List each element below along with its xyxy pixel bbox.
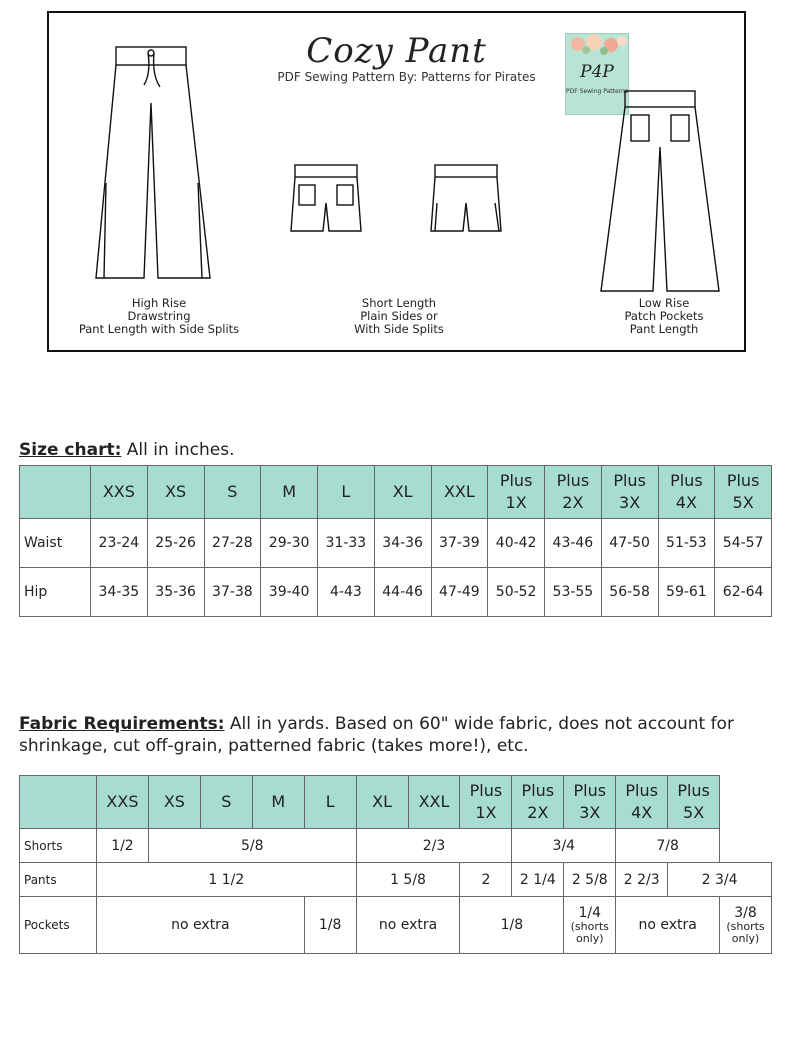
fabric-requirements-note: All in yards. Based on 60" wide fabric, does not account for shrinkage, cut off-grain, patterned fabric (takes more!), etc. bbox=[19, 714, 734, 756]
size-header-cell: L bbox=[318, 466, 375, 519]
size-header-cell: Plus 4X bbox=[658, 466, 715, 519]
size-header-cell: XXL bbox=[431, 466, 488, 519]
size-header-cell: XS bbox=[147, 466, 204, 519]
table-cell: 2 3/4 bbox=[668, 863, 772, 897]
pants-row bbox=[20, 863, 772, 897]
table-cell: 62-64 bbox=[715, 568, 772, 617]
caption-right: Low Rise Patch Pockets Pant Length bbox=[624, 296, 704, 336]
caption-center: Short Length Plain Sides or With Side Splits bbox=[354, 296, 444, 336]
size-header-cell: XXL bbox=[408, 776, 460, 829]
table-cell: 40-42 bbox=[488, 519, 545, 568]
table-cell: 2 1/4 bbox=[512, 863, 564, 897]
table-cell: 59-61 bbox=[658, 568, 715, 617]
size-header-cell: S bbox=[200, 776, 252, 829]
size-header-row bbox=[20, 466, 772, 519]
fabric-requirements-title: Fabric Requirements: All in yards. Based on 60" wide fabric, does not account for shrinkage, cut off-grain, patterned fabric (takes more!), etc. bbox=[19, 714, 734, 756]
hip-row bbox=[20, 568, 772, 617]
size-header-cell: Plus 3X bbox=[601, 466, 658, 519]
table-cell: 1/8 bbox=[304, 897, 356, 954]
table-cell: 37-39 bbox=[431, 519, 488, 568]
pattern-title: Cozy Pant bbox=[306, 31, 487, 71]
fabric-header-row bbox=[20, 776, 772, 829]
table-cell: 7/8 bbox=[616, 829, 720, 863]
logo-text: P4P bbox=[580, 62, 614, 82]
table-cell: 1/4 (shorts only) bbox=[564, 897, 616, 954]
size-header-cell: XL bbox=[374, 466, 431, 519]
shorts-patch-pocket-sketch bbox=[289, 163, 365, 235]
table-cell: 1 5/8 bbox=[356, 863, 460, 897]
size-header-cell: M bbox=[261, 466, 318, 519]
size-header-cell: Plus 1X bbox=[460, 776, 512, 829]
size-header-cell: XL bbox=[356, 776, 408, 829]
table-cell: 54-57 bbox=[715, 519, 772, 568]
table-cell: 1 1/2 bbox=[97, 863, 357, 897]
row-label: Pockets bbox=[20, 897, 97, 954]
table-cell: no extra bbox=[616, 897, 720, 954]
table-cell: 39-40 bbox=[261, 568, 318, 617]
table-cell: no extra bbox=[356, 897, 460, 954]
table-cell: 34-36 bbox=[374, 519, 431, 568]
size-header-cell: M bbox=[252, 776, 304, 829]
caption-left: High Rise Drawstring Pant Length with Side Splits bbox=[78, 296, 240, 336]
pattern-subtitle: PDF Sewing Pattern By: Patterns for Pirates bbox=[277, 70, 536, 84]
table-cell: 4-43 bbox=[318, 568, 375, 617]
size-header-cell: XXS bbox=[97, 776, 149, 829]
size-header-cell: Plus 3X bbox=[564, 776, 616, 829]
flower-icon bbox=[566, 34, 628, 56]
table-cell: 47-50 bbox=[601, 519, 658, 568]
table-cell: 51-53 bbox=[658, 519, 715, 568]
table-cell: 3/8 (shorts only) bbox=[720, 897, 772, 954]
blank-header-cell bbox=[20, 776, 97, 829]
table-cell: 3/4 bbox=[512, 829, 616, 863]
size-header-cell: L bbox=[304, 776, 356, 829]
row-label: Pants bbox=[20, 863, 97, 897]
row-label: Waist bbox=[20, 519, 91, 568]
table-cell: 2 bbox=[460, 863, 512, 897]
size-header-cell: Plus 1X bbox=[488, 466, 545, 519]
table-cell: 53-55 bbox=[545, 568, 602, 617]
size-header-cell: Plus 4X bbox=[616, 776, 668, 829]
table-cell: 37-38 bbox=[204, 568, 261, 617]
row-label: Shorts bbox=[20, 829, 97, 863]
table-cell: no extra bbox=[97, 897, 305, 954]
table-cell: 35-36 bbox=[147, 568, 204, 617]
shorts-row bbox=[20, 829, 772, 863]
size-chart-note: All in inches. bbox=[126, 440, 235, 460]
waist-row bbox=[20, 519, 772, 568]
size-header-cell: XS bbox=[148, 776, 200, 829]
size-chart-table bbox=[19, 465, 772, 617]
table-cell: 34-35 bbox=[91, 568, 148, 617]
table-cell: 43-46 bbox=[545, 519, 602, 568]
table-cell: 25-26 bbox=[147, 519, 204, 568]
table-cell: 2 2/3 bbox=[616, 863, 668, 897]
table-cell: 44-46 bbox=[374, 568, 431, 617]
table-cell: 23-24 bbox=[91, 519, 148, 568]
low-rise-pant-sketch bbox=[597, 87, 725, 297]
size-header-cell: Plus 5X bbox=[668, 776, 720, 829]
table-cell: 50-52 bbox=[488, 568, 545, 617]
fabric-requirements-table bbox=[19, 775, 772, 954]
table-cell: 5/8 bbox=[148, 829, 356, 863]
table-cell: 2 5/8 bbox=[564, 863, 616, 897]
table-cell: 29-30 bbox=[261, 519, 318, 568]
blank-header-cell bbox=[20, 466, 91, 519]
shorts-plain-sketch bbox=[429, 163, 505, 235]
size-header-cell: Plus 2X bbox=[512, 776, 564, 829]
pattern-header-box bbox=[47, 11, 746, 352]
pockets-row bbox=[20, 897, 772, 954]
table-cell: 1/2 bbox=[97, 829, 149, 863]
table-cell: 27-28 bbox=[204, 519, 261, 568]
table-cell: 1/8 bbox=[460, 897, 564, 954]
table-cell: 31-33 bbox=[318, 519, 375, 568]
high-rise-pant-sketch bbox=[94, 43, 214, 283]
size-chart-title: Size chart: All in inches. bbox=[19, 440, 235, 460]
size-header-cell: Plus 5X bbox=[715, 466, 772, 519]
table-cell: 56-58 bbox=[601, 568, 658, 617]
logo-subtext: PDF Sewing Patterns bbox=[566, 88, 628, 95]
table-cell: 2/3 bbox=[356, 829, 512, 863]
size-header-cell: Plus 2X bbox=[545, 466, 602, 519]
size-header-cell: S bbox=[204, 466, 261, 519]
size-header-cell: XXS bbox=[91, 466, 148, 519]
row-label: Hip bbox=[20, 568, 91, 617]
table-cell: 47-49 bbox=[431, 568, 488, 617]
